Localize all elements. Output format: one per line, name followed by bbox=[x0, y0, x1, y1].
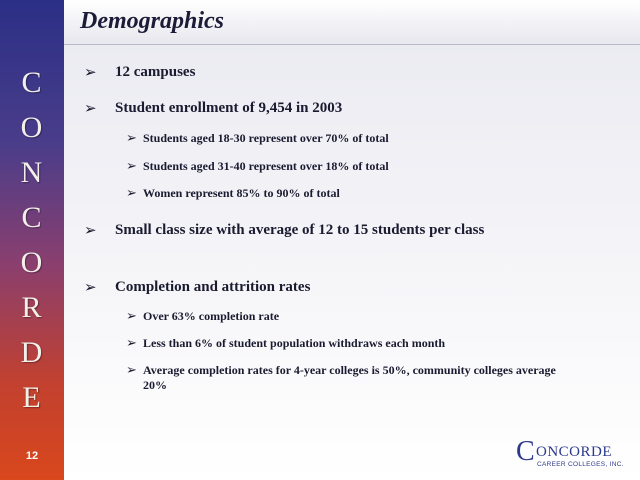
arrow-bullet-icon: ➢ bbox=[126, 186, 137, 201]
arrow-bullet-icon: ➢ bbox=[126, 131, 137, 146]
arrow-bullet-icon: ➢ bbox=[84, 99, 97, 117]
sidebar-letter: D bbox=[20, 336, 44, 369]
sub-bullet-item bbox=[126, 309, 566, 324]
sub-bullet-item bbox=[126, 131, 566, 146]
bullet-item bbox=[84, 99, 534, 118]
bullet-item bbox=[84, 221, 534, 240]
arrow-bullet-icon: ➢ bbox=[126, 363, 137, 378]
sidebar-letter: N bbox=[20, 156, 44, 189]
bullet-text: Student enrollment of 9,454 in 2003 bbox=[115, 100, 343, 116]
brand-sidebar bbox=[0, 0, 64, 480]
logo-name: ONCORDE bbox=[536, 444, 613, 460]
sub-bullet-item bbox=[126, 159, 566, 174]
slide-header bbox=[64, 0, 640, 44]
sub-bullet-text: Students aged 31-40 represent over 18% of total bbox=[143, 159, 389, 173]
bullet-item bbox=[84, 63, 534, 82]
arrow-bullet-icon: ➢ bbox=[126, 336, 137, 351]
concorde-logo bbox=[516, 436, 634, 472]
sidebar-brand-letters bbox=[0, 60, 64, 420]
arrow-bullet-icon: ➢ bbox=[84, 221, 97, 239]
arrow-bullet-icon: ➢ bbox=[126, 309, 137, 324]
sidebar-letter: O bbox=[20, 246, 44, 279]
bullet-text: Completion and attrition rates bbox=[115, 279, 311, 295]
bullet-item bbox=[84, 278, 534, 297]
arrow-bullet-icon: ➢ bbox=[126, 159, 137, 174]
sub-bullet-text: Average completion rates for 4-year colleges is 50%, community colleges average 20% bbox=[143, 363, 556, 392]
slide-title: Demographics bbox=[80, 8, 224, 34]
page-number: 12 bbox=[25, 450, 39, 462]
sidebar-letter: C bbox=[21, 201, 43, 234]
sub-bullet-item bbox=[126, 186, 566, 201]
sub-bullet-text: Students aged 18-30 represent over 70% of total bbox=[143, 131, 389, 145]
sidebar-letter: O bbox=[20, 111, 44, 144]
sub-bullet-text: Over 63% completion rate bbox=[143, 309, 280, 323]
slide-content bbox=[64, 45, 640, 480]
sub-bullet-text: Less than 6% of student population withdraws each month bbox=[143, 336, 446, 350]
sidebar-letter: R bbox=[21, 291, 43, 324]
arrow-bullet-icon: ➢ bbox=[84, 63, 97, 81]
sub-bullet-text: Women represent 85% to 90% of total bbox=[143, 186, 340, 200]
logo-tagline: CAREER COLLEGES, INC. bbox=[537, 461, 624, 468]
sub-bullet-item bbox=[126, 363, 566, 393]
sidebar-letter: E bbox=[22, 381, 42, 414]
bullet-text: Small class size with average of 12 to 15 students per class bbox=[115, 222, 485, 238]
logo-initial: C bbox=[516, 436, 535, 467]
sidebar-letter: C bbox=[21, 66, 43, 99]
arrow-bullet-icon: ➢ bbox=[84, 278, 97, 296]
bullet-text: 12 campuses bbox=[115, 64, 196, 80]
sub-bullet-item bbox=[126, 336, 566, 351]
